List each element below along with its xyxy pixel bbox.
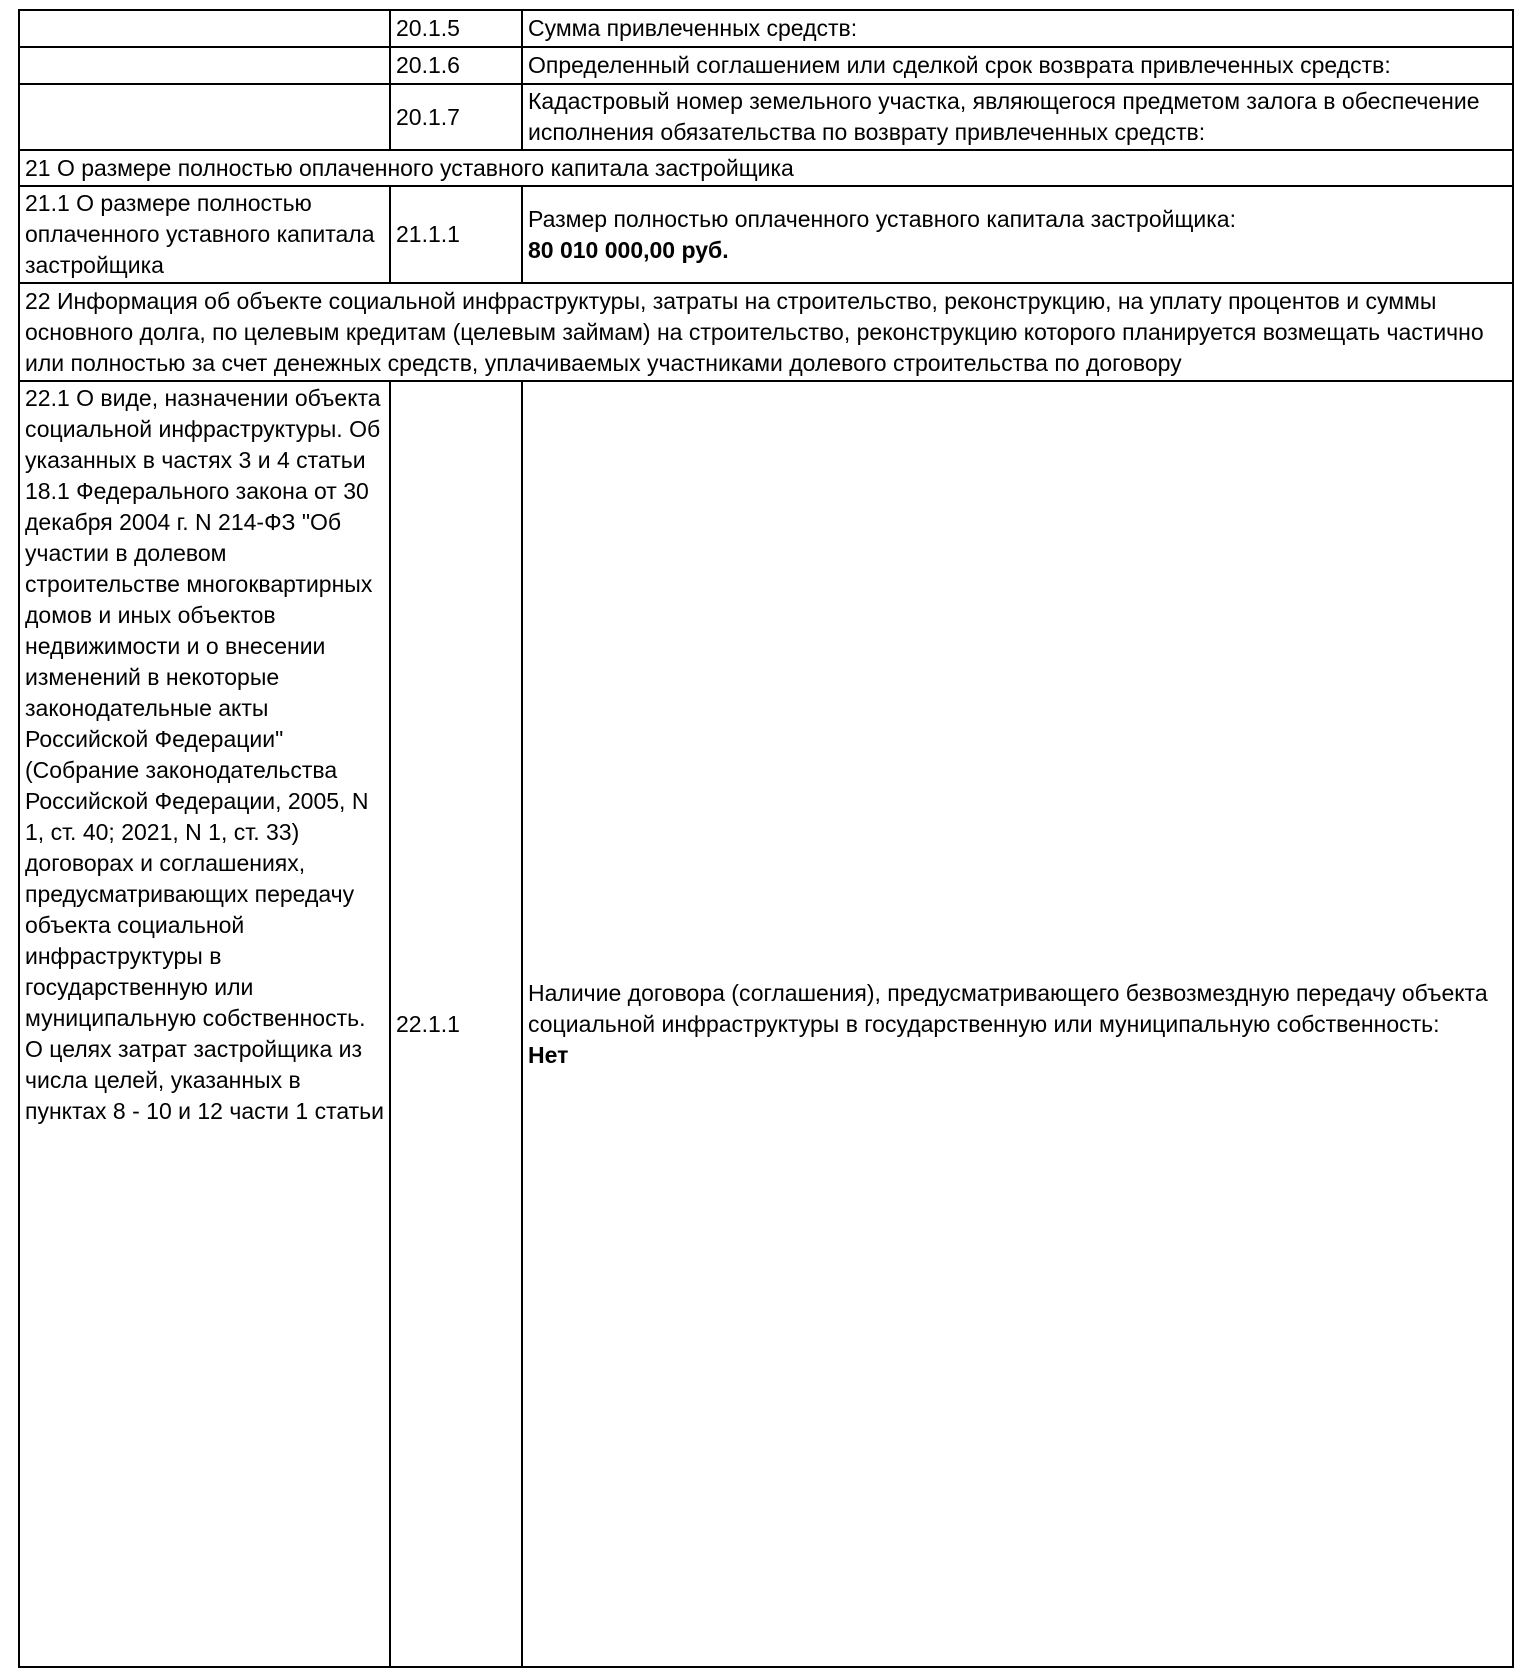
value-cell xyxy=(522,381,1513,1667)
value-cell xyxy=(522,186,1513,283)
declaration-table xyxy=(18,9,1514,1668)
item-number-cell: 22.1.1 xyxy=(390,381,522,1667)
topic-cell: 22.1 О виде, назначении объекта социальной инфраструктуры. Об указанных в частях 3 и 4 статьи 18.1 Федерального закона от 30 декабря 2004 г. N 214-ФЗ "Об участии в долевом строительстве многоквартирных домов и иных объектов недвижимости и о внесении изменений в некоторые законодательные акты Российской Федерации" (Собрание законодательства Российской Федерации, 2005, N 1, ст. 40; 2021, N 1, ст. 33) договорах и соглашениях, предусматривающих передачу объекта социальной инфраструктуры в государственную или муниципальную собственность. О целях затрат застройщика из числа целей, указанных в пунктах 8 - 10 и 12 части 1 статьи xyxy=(19,381,390,1667)
table-row-20-1-6 xyxy=(19,47,1513,84)
item-number-cell: 21.1.1 xyxy=(390,186,522,283)
section-21-title: 21 О размере полностью оплаченного уставного капитала застройщика xyxy=(19,150,1513,186)
item-label-cell: Сумма привлеченных средств: xyxy=(522,10,1513,47)
table-row-22-1 xyxy=(19,381,1513,1667)
item-number-cell: 20.1.7 xyxy=(390,84,522,150)
topic-cell-empty xyxy=(19,47,390,84)
item-label-cell: Определенный соглашением или сделкой срок возврата привлеченных средств: xyxy=(522,47,1513,84)
value-label: Размер полностью оплаченного уставного капитала застройщика: xyxy=(528,205,1236,232)
topic-cell-empty xyxy=(19,84,390,150)
value-label: Наличие договора (соглашения), предусматривающего безвозмездную передачу объекта социальной инфраструктуры в государственную или муниципальную собственность: xyxy=(528,979,1488,1037)
section-header-row-21 xyxy=(19,150,1513,186)
item-number-cell: 20.1.5 xyxy=(390,10,522,47)
table-row-20-1-5 xyxy=(19,10,1513,47)
item-label-cell: Кадастровый номер земельного участка, являющегося предметом залога в обеспечение исполнения обязательства по возврату привлеченных средств: xyxy=(522,84,1513,150)
value-text: 80 010 000,00 руб. xyxy=(528,236,729,263)
table-row-20-1-7 xyxy=(19,84,1513,150)
section-22-title: 22 Информация об объекте социальной инфраструктуры, затраты на строительство, реконструкцию, на уплату процентов и суммы основного долга, по целевым кредитам (целевым займам) на строительство, реконструкцию которого планируется возмещать частично или полностью за счет денежных средств, уплачиваемых участниками долевого строительства по договору xyxy=(19,283,1513,381)
table-row-21-1 xyxy=(19,186,1513,283)
section-header-row-22 xyxy=(19,283,1513,381)
value-text: Нет xyxy=(528,1041,569,1068)
topic-cell-empty xyxy=(19,10,390,47)
topic-cell: 21.1 О размере полностью оплаченного уставного капитала застройщика xyxy=(19,186,390,283)
item-number-cell: 20.1.6 xyxy=(390,47,522,84)
